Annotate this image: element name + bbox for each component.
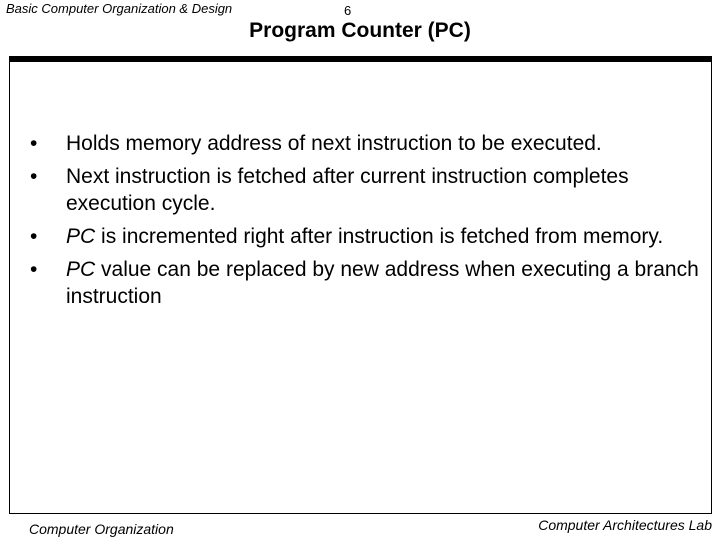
- page-number: 6: [344, 3, 352, 18]
- course-header: Basic Computer Organization & Design: [6, 1, 233, 16]
- bullet-item: [24, 223, 704, 250]
- bullet-item: [24, 256, 704, 310]
- bullet-text: value can be replaced by new address when executing a branch instruction: [66, 258, 699, 308]
- footer-right: Computer Architectures Lab: [538, 517, 712, 533]
- bullet-term: PC: [66, 225, 96, 248]
- bullet-text: Next instruction is fetched after current instruction completes execution cycle.: [66, 165, 629, 215]
- bullet-term: PC: [66, 258, 96, 281]
- bullet-icon: •: [30, 258, 38, 281]
- bullet-icon: •: [30, 225, 38, 248]
- bullet-text: is incremented right after instruction is fetched from memory.: [95, 225, 664, 248]
- slide-title: Program Counter (PC): [249, 19, 471, 42]
- bullet-item: [24, 163, 704, 217]
- footer-left: Computer Organization: [29, 521, 174, 537]
- bullet-text: Holds memory address of next instruction to be executed.: [66, 132, 602, 155]
- bullet-item: [24, 130, 704, 157]
- bullet-list: [24, 130, 704, 316]
- bullet-icon: •: [30, 165, 38, 188]
- bullet-icon: •: [30, 132, 38, 155]
